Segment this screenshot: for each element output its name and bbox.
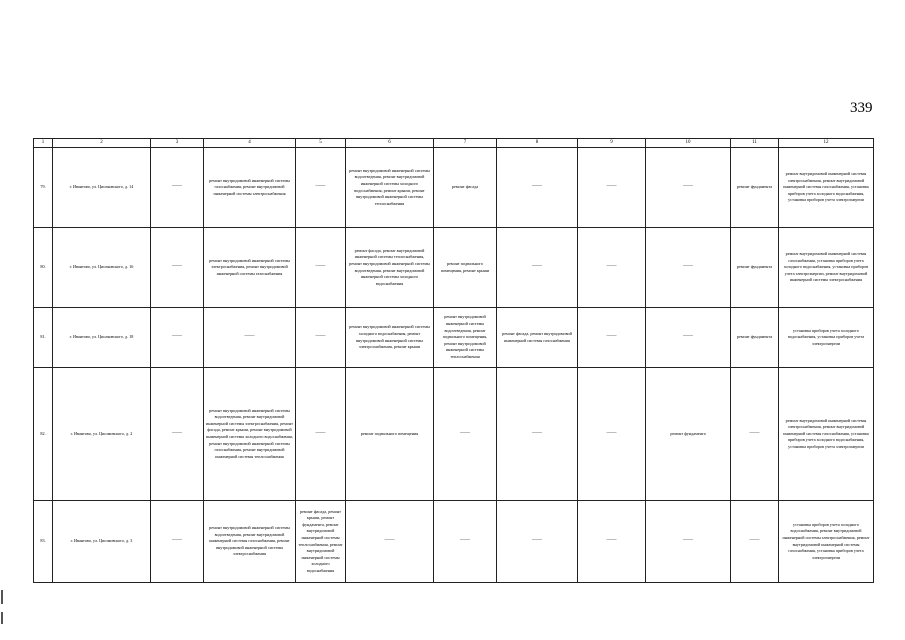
table-cell: ремонт внутридомовой инженерной системы электроснабжения, ремонт внутридомовой инженерной системы газоснабжения — [204, 228, 296, 308]
table-cell: —— — [151, 308, 204, 368]
table-cell: ремонт внутридомовой инженерной системы газоснабжения, ремонт внутридомовой инженерной системы электроснабжения — [204, 148, 296, 228]
table-cell: —— — [646, 148, 731, 228]
table-cell: ремонт внутридомовой инженерной системы холодного водоснабжения, ремонт внутридомовой инженерной системы электроснабжения, ремонт крыши — [346, 308, 434, 368]
column-header-3: 3 — [151, 139, 204, 148]
table-cell: установка приборов учета холодного водоснабжения, установка приборов учета электроэнергии — [779, 308, 874, 368]
table-cell: ремонт фундамента — [731, 308, 779, 368]
table-cell: ремонт фундамента — [731, 228, 779, 308]
table-row — [34, 501, 874, 583]
table-cell: —— — [578, 148, 646, 228]
row-number: 82. — [34, 368, 53, 501]
column-header-5: 5 — [296, 139, 346, 148]
column-header-11: 11 — [731, 139, 779, 148]
table-row — [34, 368, 874, 501]
table-cell: —— — [731, 501, 779, 583]
row-number: 79. — [34, 148, 53, 228]
table-cell: ремонт внутридомовой инженерной системы водоотведения, ремонт подвального помещения, ремонт внутридомовой инженерной системы теплоснабжения — [434, 308, 497, 368]
table-cell: —— — [578, 368, 646, 501]
column-header-6: 6 — [346, 139, 434, 148]
table-cell: —— — [646, 228, 731, 308]
scan-mark — [1, 612, 3, 624]
column-header-10: 10 — [646, 139, 731, 148]
table-cell: ремонт фундамента — [731, 148, 779, 228]
table-cell: ремонт внутридомовой инженерной системы электроснабжения, ремонт внутридомовой инженерной системы газоснабжения, установка приборов учета холодного водоснабжения, установка приборов учета электроэнергии — [779, 368, 874, 501]
table-cell: —— — [434, 501, 497, 583]
scan-mark — [1, 590, 3, 604]
table-cell: —— — [646, 501, 731, 583]
page-number: 339 — [850, 100, 873, 116]
table-cell: —— — [151, 501, 204, 583]
table-cell: —— — [497, 228, 578, 308]
table-row — [34, 148, 874, 228]
table-cell: —— — [296, 308, 346, 368]
table-cell: —— — [151, 368, 204, 501]
table-cell: —— — [731, 368, 779, 501]
table-cell: ремонт фасада, ремонт крыши, ремонт фундамента, ремонт внутридомовой инженерной системы теплоснабжения, ремонт внутридомовой инженерной системы холодного водоснабжения — [296, 501, 346, 583]
table-cell: —— — [434, 368, 497, 501]
table-cell: —— — [646, 308, 731, 368]
row-number: 80. — [34, 228, 53, 308]
table-cell: —— — [497, 148, 578, 228]
table-cell: —— — [296, 368, 346, 501]
table-cell: ремонт фасада, ремонт внутридомовой инженерной системы газоснабжения — [497, 308, 578, 368]
address-cell: г. Ивантово, ул. Циолковского, д. 16 — [53, 228, 151, 308]
column-header-12: 12 — [779, 139, 874, 148]
table-cell: —— — [578, 228, 646, 308]
column-header-7: 7 — [434, 139, 497, 148]
table-cell: —— — [578, 308, 646, 368]
column-header-2: 2 — [53, 139, 151, 148]
table-cell: —— — [296, 228, 346, 308]
table-cell: —— — [296, 148, 346, 228]
column-header-9: 9 — [578, 139, 646, 148]
address-cell: г. Ивантово, ул. Циолковского, д. 18 — [53, 308, 151, 368]
row-number: 81. — [34, 308, 53, 368]
table-cell: —— — [578, 501, 646, 583]
table-cell: ремонт фундамента — [646, 368, 731, 501]
table-cell: ремонт внутридомовой инженерной системы водоотведения, ремонт внутридомовой инженерной системы холодного водоснабжения, ремонт крыши, ремонт внутридомовой инженерной системы теплоснабжения — [346, 148, 434, 228]
table-cell: ремонт внутридомовой инженерной системы электроснабжения, ремонт внутридомовой инженерной системы газоснабжения, установка приборов учета холодного водоснабжения, установка приборов учета электроэнергии — [779, 148, 874, 228]
column-header-8: 8 — [497, 139, 578, 148]
table-row — [34, 308, 874, 368]
table-cell: —— — [151, 148, 204, 228]
table-cell: ремонт внутридомовой инженерной системы водоотведения, ремонт внутридомовой инженерной системы газоснабжения, ремонт внутридомовой инженерной системы электроснабжения — [204, 501, 296, 583]
table-cell: —— — [346, 501, 434, 583]
table-cell: ремонт внутридомовой инженерной системы водоотведения, ремонт внутридомовой инженерной системы электроснабжения, ремонт фасада, ремонт крыши, ремонт внутридомовой инженерной системы холодного водоснабжения, ремонт внутридомовой инженерной системы газоснабжения, ремонт внутридомовой инженерной системы теплоснабжения — [204, 368, 296, 501]
table-cell: ремонт подвального помещения, ремонт крыши — [434, 228, 497, 308]
repair-schedule-table — [33, 138, 874, 583]
table-cell: установка приборов учета холодного водоснабжения, ремонт внутридомовой инженерной системы электроснабжения, ремонт внутридомовой инженерной системы газоснабжения, установка приборов учета электроэнергии — [779, 501, 874, 583]
table-cell: —— — [497, 368, 578, 501]
table-cell: ремонт подвального помещения — [346, 368, 434, 501]
table-cell: ремонт фасада — [434, 148, 497, 228]
table-cell: —— — [151, 228, 204, 308]
address-cell: г. Ивантово, ул. Циолковского, д. 2 — [53, 368, 151, 501]
table-cell: ремонт фасада, ремонт внутридомовой инженерной системы теплоснабжения, ремонт внутридомовой инженерной системы водоотведения, ремонт внутридомовой инженерной системы холодного водоснабжения — [346, 228, 434, 308]
column-header-4: 4 — [204, 139, 296, 148]
table-row — [34, 228, 874, 308]
row-number: 83. — [34, 501, 53, 583]
table-cell: —— — [497, 501, 578, 583]
header-row — [34, 139, 874, 148]
table-cell: —— — [204, 308, 296, 368]
table-cell: ремонт внутридомовой инженерной системы газоснабжения, установка приборов учета холодного водоснабжения, установка приборов учета электроэнергии, ремонт внутридомовой инженерной системы электроснабжения — [779, 228, 874, 308]
address-cell: г. Ивантово, ул. Циолковского, д. 3 — [53, 501, 151, 583]
column-header-1: 1 — [34, 139, 53, 148]
address-cell: г. Ивантово, ул. Циолковского, д. 14 — [53, 148, 151, 228]
